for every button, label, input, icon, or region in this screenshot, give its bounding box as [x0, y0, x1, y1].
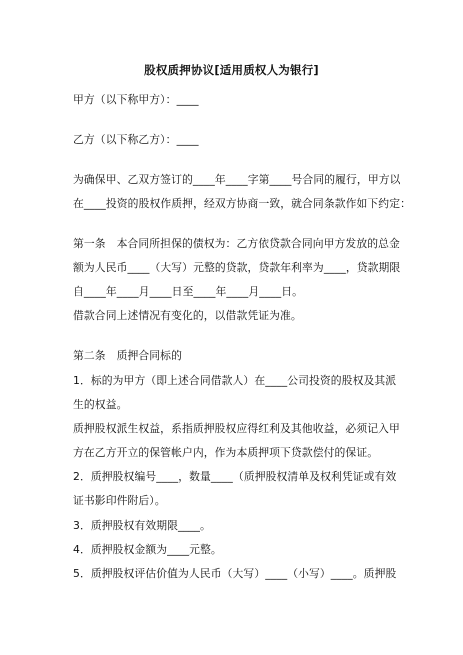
article1-line-1: 第一条 本合同所担保的债权为：乙方依贷款合同向甲方发放的总金: [73, 237, 400, 250]
article1-line-3: 自____年____月____日至____年____月____日。: [73, 285, 304, 298]
document-title: 股权质押协议[适用质权人为银行]: [144, 63, 319, 77]
article2-line-2: 生的权益。: [73, 398, 128, 411]
party-b-line: 乙方（以下称乙方）：____: [73, 133, 199, 146]
intro-line-1: 为确保甲、乙双方签订的____年____字第____号合同的履行，甲方以: [73, 173, 401, 186]
article2-line-4: 方在乙方开立的保管帐户内，作为本质押项下贷款偿付的保证。: [73, 446, 379, 459]
article1-line-2: 额为人民币____（大写）元整的贷款，贷款年利率为____，贷款期限: [73, 261, 401, 274]
article2-line-5: 2．质押股权编号____，数量____（质押股权清单及权利凭证或有效: [73, 470, 397, 483]
article2-line-6: 证书影印件附后）。: [73, 494, 166, 507]
party-a-line: 甲方（以下称甲方）：____: [73, 93, 199, 106]
article2-line-9: 5．质押股权评估价值为人民币（大写）____（小写）____。质押股: [73, 567, 397, 580]
article2-heading: 第二条 质押合同标的: [73, 349, 182, 362]
article2-line-1: 1．标的为甲方（即上述合同借款人）在____公司投资的股权及其派: [73, 374, 397, 387]
article2-line-3: 质押股权派生权益，系指质押股权应得红利及其他收益，必须记入甲: [73, 422, 400, 435]
intro-line-2: 在____投资的股权作质押，经双方协商一致，就合同条款作如下约定：: [73, 197, 412, 210]
article2-line-7: 3．质押股权有效期限____。: [73, 519, 211, 532]
article2-line-8: 4．质押股权金额为____元整。: [73, 543, 222, 556]
article1-line-4: 借款合同上述情况有变化的，以借款凭证为准。: [73, 309, 302, 322]
